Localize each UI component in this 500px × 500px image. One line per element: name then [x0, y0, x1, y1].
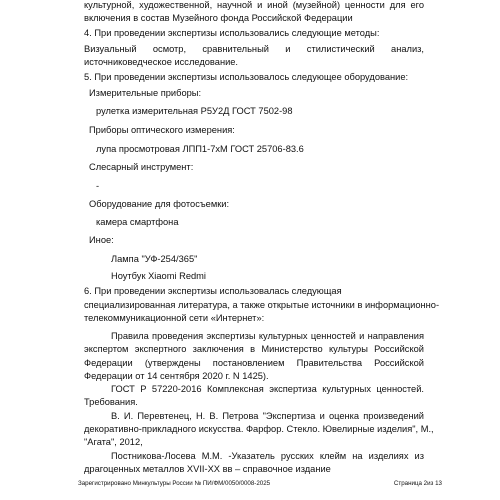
list-item-4: 4. При проведении экспертизы использовались следующие методы: [84, 28, 380, 38]
reference-line: "Агата", 2012, [84, 437, 143, 448]
equipment-item: Лампа "УФ-254/365" [111, 254, 198, 264]
page-footer [78, 480, 442, 488]
text-line: телекоммуникационной сети «Интернет»: [84, 313, 265, 323]
equipment-heading: Измерительные приборы: [89, 88, 202, 98]
equipment-heading: Слесарный инструмент: [89, 162, 194, 172]
text-line: источниковедческое исследование. [84, 57, 239, 67]
equipment-item: камера смартфона [96, 217, 179, 227]
text-line: специализированная литература, а также открытые источники в информационно- [84, 300, 440, 310]
reference-line: Федерации от 14 сентября 2020 г. N 1425). [84, 370, 269, 381]
equipment-heading: Оборудование для фотосъемки: [89, 199, 230, 209]
text-line: культурной, художественной, научной и иной (музейной) ценности для его [84, 0, 424, 10]
reference-line: ГОСТ Р 57220-2016 Комплексная экспертиза культурных ценностей. [111, 384, 424, 395]
reference-line: декоративно-прикладного искусства. Фарфор. Стекло. Ювелирные изделия", М., [84, 423, 434, 434]
list-item-5: 5. При проведении экспертизы использовалось следующее оборудование: [84, 72, 409, 82]
equipment-item: лупа просмотровая ЛПП1-7хМ ГОСТ 25706-83.6 [96, 144, 304, 154]
page-number: Страница 2из 13 [393, 480, 442, 487]
reference-line: Федерации (утверждены постановлением Правительства Российской [84, 357, 424, 368]
equipment-item: Ноутбук Xiaomi Redmi [111, 271, 206, 281]
registration-note: Зарегистрировано Минкультуры России № ПИ/ФМ/0050/0008-2025 [78, 480, 271, 487]
reference-line: В. И. Перевтенец, Н. В. Петрова "Экспертиза и оценка произведений [111, 410, 424, 421]
reference-line: Постникова-Лосева М.М. -Указатель русских клейм на изделиях из [111, 450, 424, 461]
reference-line: Правила проведения экспертизы культурных ценностей и направления [111, 331, 424, 341]
reference-line: Требования. [84, 397, 138, 408]
list-item-6: 6. При проведении экспертизы использовалась следующая [84, 286, 342, 296]
equipment-item: - [96, 181, 100, 191]
equipment-heading: Приборы оптического измерения: [89, 125, 235, 135]
equipment-heading: Иное: [89, 235, 114, 245]
text-line: включения в состав Музейного фонда Российской Федерации [84, 13, 353, 23]
text-line: Визуальный осмотр, сравнительный и стилистический анализ, [84, 44, 424, 54]
equipment-item: рулетка измерительная Р5У2Д ГОСТ 7502-98 [96, 106, 293, 116]
reference-line: драгоценных металлов XVII-XX вв – справочное издание [84, 463, 331, 474]
reference-line: экспертом экспертного заключения в Министерство культуры Российской [84, 344, 424, 355]
